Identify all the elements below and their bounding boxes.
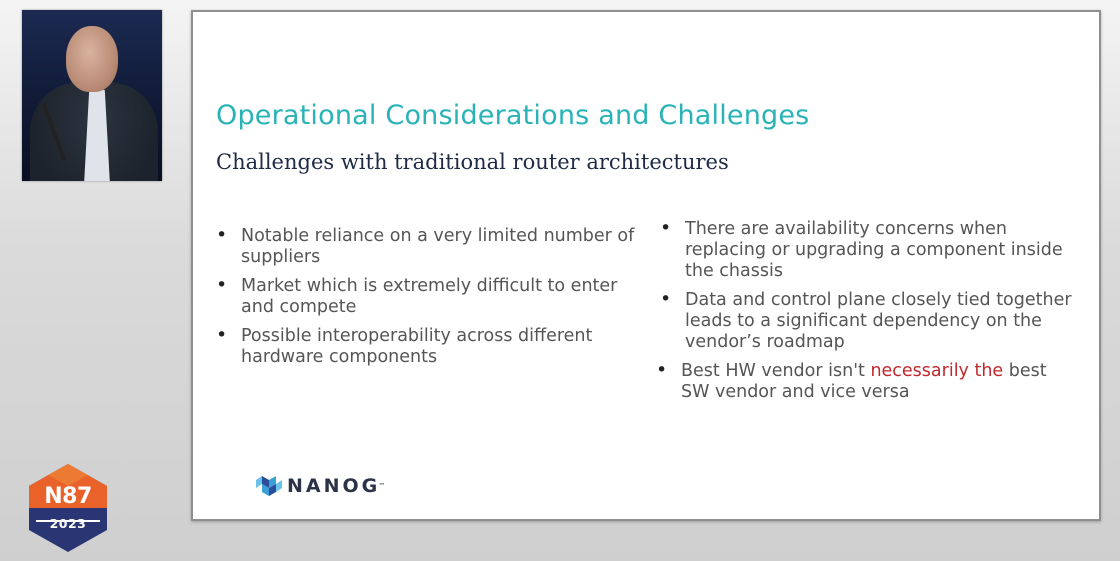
nanog-wordmark: NANOG	[287, 475, 381, 497]
bullet-item: • Notable reliance on a very limited number of suppliers	[241, 226, 641, 268]
speaker-head	[66, 26, 118, 92]
bullet-item: • Market which is extremely difficult to enter and compete	[241, 276, 641, 318]
slide-title: Operational Considerations and Challenges	[216, 100, 810, 131]
slide-subtitle: Challenges with traditional router architectures	[216, 150, 729, 174]
bullet-text-after: best SW vendor and vice versa	[681, 361, 1047, 402]
bullet-item-highlight	[681, 361, 1076, 403]
trademark-mark: ™	[378, 482, 386, 490]
badge-title: N87	[44, 484, 92, 509]
event-badge	[26, 462, 110, 554]
left-bullet-list	[241, 226, 641, 376]
bullet-item: • Possible interoperability across different hardware components	[241, 326, 641, 368]
nanog-logo	[255, 474, 385, 498]
nanog-hexagon-icon	[255, 474, 283, 498]
bullet-item: • There are availability concerns when replacing or upgrading a component inside the chassis	[685, 219, 1080, 282]
right-bullet-list	[681, 219, 1080, 411]
presentation-slide	[191, 10, 1101, 521]
highlighted-text: necessarily the	[870, 361, 1004, 381]
bullet-text-before: Best HW vendor isn't	[681, 361, 871, 381]
speaker-video	[22, 10, 162, 181]
badge-year: 2023	[49, 516, 87, 531]
bullet-item: • Data and control plane closely tied together leads to a significant dependency on the vendor’s roadmap	[685, 290, 1080, 353]
